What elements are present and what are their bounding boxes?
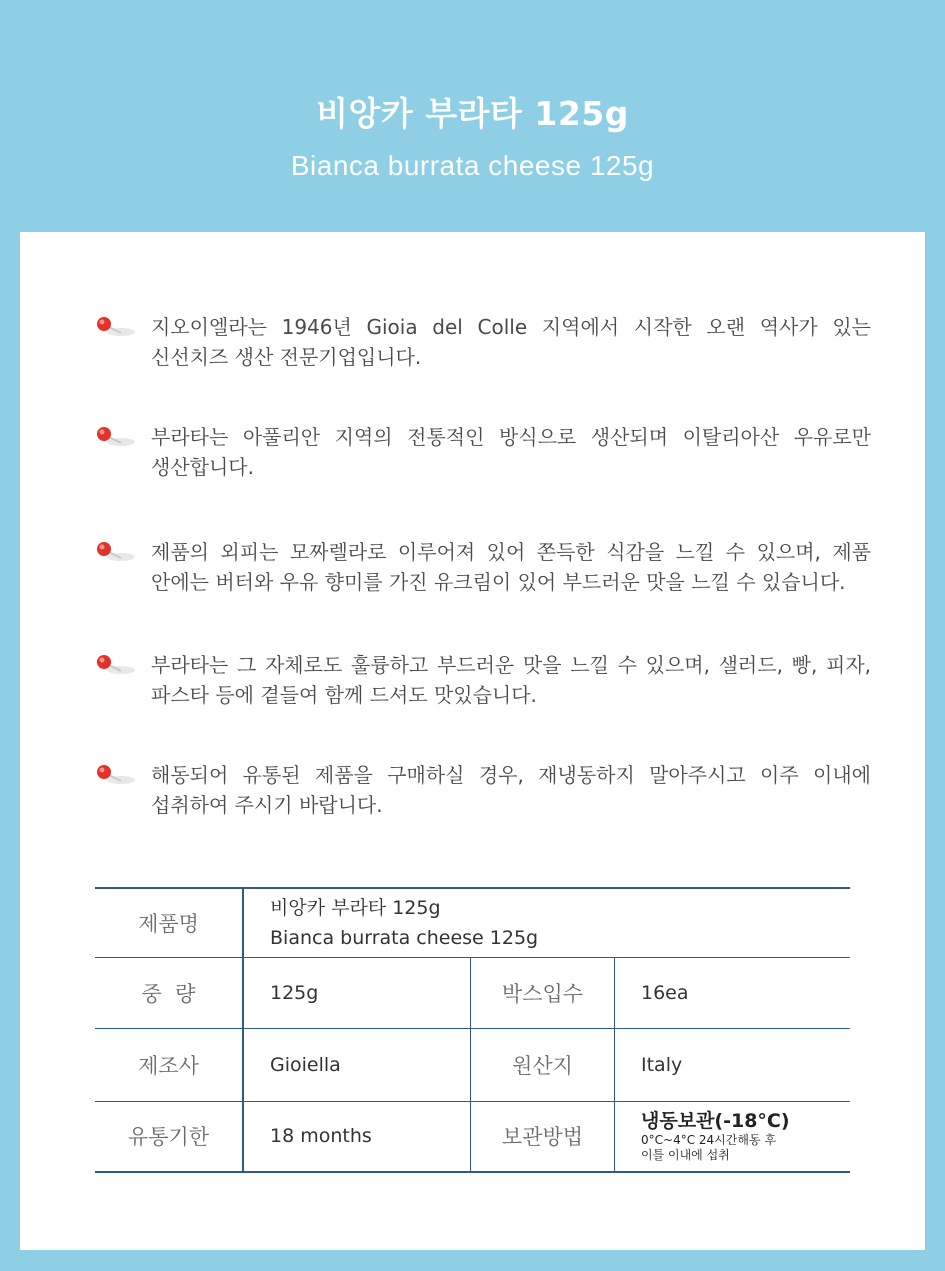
box-label: 박스입수: [471, 957, 615, 1028]
origin-value: Italy: [615, 1028, 851, 1101]
name-value: [243, 888, 850, 957]
map-pin-icon: [94, 654, 138, 678]
page-title: 비앙카 부라타 125g: [316, 94, 629, 133]
name-en: Bianca burrata cheese 125g: [270, 926, 539, 949]
table-row: [95, 888, 850, 957]
table-row: [95, 957, 850, 1028]
maker-label: 제조사: [95, 1028, 243, 1101]
bullet-text: 부라타는 그 자체로도 훌륭하고 부드러운 맛을 느낄 수 있으며, 샐러드, 빵, 피자, 파스타 등에 곁들여 함께 드셔도 맛있습니다.: [151, 653, 871, 707]
storage-sub-1: 0°C~4°C 24시간해동 후: [641, 1133, 776, 1148]
weight-value: 125g: [243, 957, 471, 1028]
name-ko: 비앙카 부라타 125g: [270, 896, 441, 919]
storage-label: 보관방법: [471, 1101, 615, 1172]
map-pin-icon: [94, 426, 138, 450]
header: [0, 0, 945, 232]
maker-value: Gioiella: [243, 1028, 471, 1101]
shelf-label: 유통기한: [95, 1101, 243, 1172]
weight-label: 중 량: [95, 957, 243, 1028]
content-card: [20, 232, 925, 1250]
storage-sub-2: 이틀 이내에 섭취: [641, 1148, 730, 1163]
name-label: 제품명: [95, 888, 243, 957]
map-pin-icon: [94, 541, 138, 565]
bullet-text: 지오이엘라는 1946년 Gioia del Colle 지역에서 시작한 오랜 역사가 있는 신선치즈 생산 전문기업입니다.: [151, 315, 871, 369]
bullet-text: 부라타는 아풀리안 지역의 전통적인 방식으로 생산되며 이탈리아산 우유로만 생산합니다.: [151, 425, 871, 479]
shelf-value: 18 months: [243, 1101, 471, 1172]
bullet-text: 제품의 외피는 모짜렐라로 이루어져 있어 쫀득한 식감을 느낄 수 있으며, 제품 안에는 버터와 우유 향미를 가진 유크림이 있어 부드러운 맛을 느낄 수 있습니다.: [151, 540, 871, 594]
map-pin-icon: [94, 316, 138, 340]
storage-main: 냉동보관(-18°C): [641, 1110, 790, 1133]
bullet-text: 해동되어 유통된 제품을 구매하실 경우, 재냉동하지 말아주시고 이주 이내에 섭취하여 주시기 바랍니다.: [151, 763, 871, 817]
origin-label: 원산지: [471, 1028, 615, 1101]
storage-value: [615, 1101, 851, 1172]
map-pin-icon: [94, 764, 138, 788]
table-row: [95, 1028, 850, 1101]
table-row: [95, 1101, 850, 1172]
spec-table: [95, 887, 850, 1173]
page-subtitle: Bianca burrata cheese 125g: [290, 150, 655, 181]
box-value: 16ea: [615, 957, 851, 1028]
